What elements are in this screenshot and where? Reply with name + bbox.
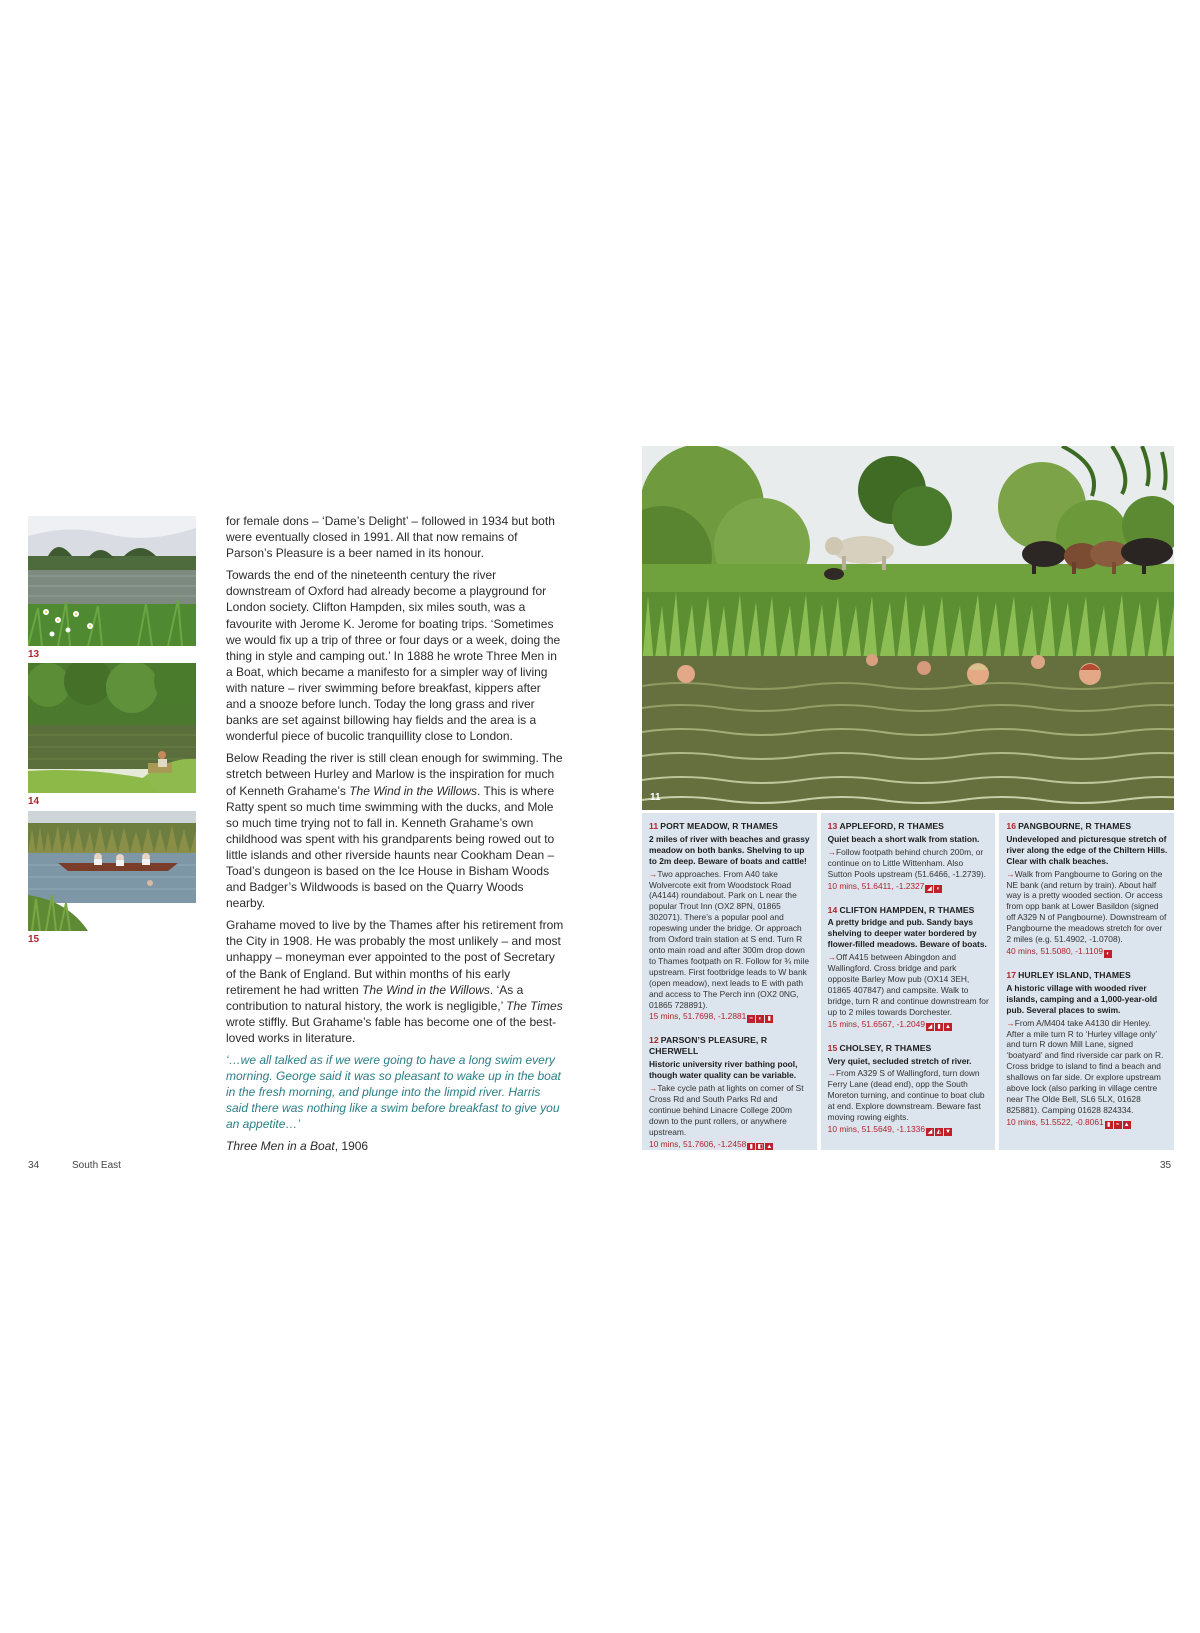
hero-photo-swimmers [642, 446, 1174, 810]
entry-summary: A historic village with wooded river islands, camping and a 1,000-year-old pub. Several places to swim. [1006, 982, 1158, 1015]
entry-number: 11 [649, 821, 659, 831]
page-number-right: 35 [1160, 1160, 1172, 1171]
entry-meta-text: 10 mins, 51.5649, -1.1336 [827, 1123, 925, 1134]
entry-number: 12 [649, 1035, 659, 1046]
entry-directions: → Take cycle path at lights on corner of St Cross Rd and South Parks Rd and continue behind Linacre College 200m down to the punt rollers, or anywhere upstream. [649, 1083, 811, 1138]
entry-walk-and-coords [828, 1124, 990, 1136]
entry-heading [828, 1043, 990, 1054]
listing-column-2 [821, 813, 996, 1150]
facility-icon: ◢ [927, 885, 932, 892]
facility-icon: ◢ [927, 1128, 933, 1135]
text-run: wrote stiffly. But Grahame’s fable has become one of the best-loved works in literature. [226, 1014, 557, 1045]
facility-icon: ≈ [1114, 1121, 1122, 1129]
body-paragraph [226, 917, 564, 1046]
hero-photo-label: 11 [650, 792, 661, 803]
entry-walk-and-coords [828, 881, 990, 893]
thumb-photo-14 [28, 663, 196, 793]
facility-icon: ▲ [766, 1143, 773, 1150]
citation-year: , 1906 [334, 1139, 369, 1153]
thumb-photo-13 [28, 516, 196, 646]
facility-icon: ≈ [747, 1015, 755, 1023]
swim-spot-entry [828, 1043, 990, 1136]
facility-icon: ◐ [1104, 950, 1112, 958]
entry-meta-text: 40 mins, 51.5080, -1.1109 [1006, 945, 1104, 956]
newspaper-title: The Times [506, 998, 563, 1013]
entry-walk-and-coords [1006, 946, 1168, 958]
entry-summary: A pretty bridge and pub. Sandy bays shelving to deeper water bordered by flower-filled meadows. Beware of boats. [827, 917, 987, 950]
entry-number: 15 [827, 1042, 838, 1053]
facility-icon: ▮ [935, 1023, 943, 1031]
entry-title: CLIFTON HAMPDEN, R THAMES [839, 904, 975, 915]
entry-meta-text: 10 mins, 51.7606, -1.2458 [649, 1138, 747, 1149]
thumb-label-13: 13 [28, 649, 40, 660]
body-paragraph: Towards the end of the nineteenth century the river downstream of Oxford had already become a playground for London society. Clifton Hampden, six miles south, was a favourite with Jerome K. Jerome for boating trips. ‘Sometimes we would fix up a trip of three or four days or a week, doing the thing in style and camping out.’ In 1888 he wrote Three Men in a Boat, which became a manifesto for a simpler way of living with nature – river swimming before breakfast, kippers after and a snooze before lunch. Today the long grass and river banks are set against billowing hay fields and the area is a wonderful piece of bucolic tranquillity close to London. [226, 568, 561, 744]
article-body [226, 513, 564, 1160]
listing-column-3 [999, 813, 1174, 1150]
entry-heading [649, 1035, 811, 1057]
thumb-label-15: 15 [28, 934, 40, 945]
entry-title: HURLEY ISLAND, THAMES [1018, 969, 1131, 980]
facility-icon: ▲ [1123, 1121, 1130, 1128]
page-number-left: 34 [28, 1160, 40, 1171]
running-footer-region: South East [72, 1160, 121, 1171]
entry-summary: Undeveloped and picturesque stretch of river along the edge of the Chiltern Hills. Clear with chalk beaches. [1006, 833, 1168, 866]
thumb-label-14: 14 [28, 796, 40, 807]
swim-spot-entry [828, 905, 990, 1031]
facility-icon: ▮ [747, 1143, 755, 1150]
entry-heading [828, 821, 990, 832]
listing-column-1 [642, 813, 817, 1150]
entry-walk-and-coords [828, 1019, 990, 1031]
entry-title: APPLEFORD, R THAMES [839, 821, 944, 831]
entry-meta-text: 10 mins, 51.6411, -1.2327 [827, 880, 925, 891]
entry-heading [649, 821, 811, 832]
entry-walk-and-coords [1006, 1117, 1168, 1129]
facility-icon: ▼ [945, 1128, 951, 1135]
facility-icon: ▲ [945, 1023, 951, 1030]
text-run: . This is where Ratty spent so much time swimming with the ducks, and Mole so much time trying not to fall in. Kenneth Grahame’s own childhood was spent with his grandparents being rowed out to little islands and other riverside haunts near Cookham Dean – Toad’s dungeon is based on the Ice House in Bisham Woods and Badger’s Wildwoods is based on the Quarry Woods nearby. [226, 783, 555, 911]
quote-citation [226, 1138, 564, 1154]
facility-icon: ◧ [757, 1143, 764, 1150]
entry-heading [1006, 970, 1168, 981]
swim-spot-entry [828, 821, 990, 893]
text-run: Below Reading the river is still clean enough for swimming. The stretch between Hurley and Marlow is the inspiration for much of Kenneth Grahame’s [226, 751, 563, 798]
entry-number: 14 [827, 904, 838, 915]
entry-meta-text: 10 mins, 51.5522, -0.8061 [1006, 1116, 1104, 1127]
entry-title: PORT MEADOW, R THAMES [660, 821, 778, 831]
entry-number: 16 [1006, 821, 1017, 831]
entry-title: PANGBOURNE, R THAMES [1018, 821, 1132, 831]
entry-directions: → Two approaches. From A40 take Wolvercote exit from Woodstock Road (A4144) roundabout. Park on L near the popular Trout Inn (OX2 8PN, 01865 302071). There’s a popular pool and ropeswing under the bridge. Or approach from Oxford train station at S end. Turn R onto main road and after 300m drop down to Thames footpath on R. Follow for ¾ mile upstream. First footbridge leads to W bank (open meadow), next leads to E with path and access to The Perch inn (OX2 0NG, 01865 728891). [649, 869, 811, 1011]
entry-meta-text: 15 mins, 51.7698, -1.2881 [649, 1011, 747, 1022]
thumb-photo-15 [28, 811, 196, 931]
swim-spot-entry [1006, 970, 1168, 1129]
entry-heading [1006, 821, 1168, 832]
facility-icon: ◐ [756, 1015, 764, 1023]
pull-quote: ‘…we all talked as if we were going to have a long swim every morning. George said it was so pleasant to wake up in the boat in the fresh morning, and plunge into the limpid river. Harris said there was nothing like a swim before breakfast to give you an appetite…’ [226, 1053, 561, 1131]
entry-meta-text: 15 mins, 51.6567, -1.2049 [827, 1018, 925, 1029]
entry-title: CHOLSEY, R THAMES [839, 1042, 932, 1053]
entry-summary: 2 miles of river with beaches and grassy meadow on both banks. Shelving to up to 2m deep. Beware of boats and cattle! [649, 833, 810, 866]
entry-directions: → Walk from Pangbourne to Goring on the NE bank (and return by train). About half way is a pretty wooded section. Or access from opp bank at Lower Basildon (signed off A329 N of Pangbourne). Downstream of Pangbourne the meadows stretch for over 2 miles (e.g. 51.4902, -1.0708). [1006, 869, 1168, 945]
facility-icon: ◐ [934, 885, 942, 893]
book-title: The Wind in the Willows [349, 783, 478, 798]
entry-summary: Historic university river bathing pool, though water quality can be variable. [649, 1059, 798, 1081]
swim-spots-listing [642, 813, 1174, 1150]
facility-icon: ◢ [927, 1023, 933, 1030]
entry-directions: → Follow footpath behind church 200m, or continue on to Little Wittenham. Also Sutton Pools upstream (51.6466, -1.2739). [828, 847, 990, 880]
entry-heading [828, 905, 990, 916]
book-title: The Wind in the Willows [362, 982, 490, 997]
entry-number: 17 [1006, 969, 1017, 980]
facility-icon: ◭ [936, 1128, 942, 1135]
entry-title: PARSON’S PLEASURE, R CHERWELL [649, 1035, 768, 1057]
entry-directions: → From A/M404 take A4130 dir Henley. After a mile turn R to ‘Hurley village only’ and turn R down Mill Lane, signed ‘boatyard’ and find riverside car park on R. Cross bridge to island to find a beach and shallows on far side. Or explore upstream above lock (also parking in village centre near The Olde Bell, SL6 5LX, 01628 825881). Camping 01628 824334. [1006, 1018, 1168, 1116]
entry-summary: Very quiet, secluded stretch of river. [827, 1055, 972, 1066]
entry-summary: Quiet beach a short walk from station. [827, 833, 980, 844]
entry-number: 13 [827, 821, 838, 831]
facility-icon: ▮ [765, 1015, 773, 1023]
body-paragraph [226, 750, 564, 911]
swim-spot-entry [1006, 821, 1168, 958]
entry-directions: → From A329 S of Wallingford, turn down Ferry Lane (dead end), opp the South Moreton turning, and continue to boat club at end. Explore downstream. Beware fast moving rowing eights. [828, 1068, 990, 1123]
text-run: . ‘As a contribution to natural history, the work is negligible,’ [226, 982, 524, 1013]
entry-directions: → Off A415 between Abingdon and Wallingford. Cross bridge and park opposite Barley Mow pub (OX14 3EH, 01865 407847) and campsite. Walk to bridge, turn R and continue downstream for up to 2 miles towards Dorchester. [828, 952, 990, 1017]
entry-walk-and-coords [649, 1139, 811, 1150]
entry-walk-and-coords [649, 1011, 811, 1023]
swim-spot-entry [649, 1035, 811, 1150]
text-run: Grahame moved to live by the Thames after his retirement from the City in 1908. He was probably the most unlikely – and most unhappy – moneyman ever appointed to the post of Secretary of the Bank of England. But within months of his early retirement he had written [226, 918, 564, 997]
citation-title: Three Men in a Boat [226, 1139, 335, 1153]
facility-icon: ▮ [1105, 1121, 1113, 1129]
swim-spot-entry [649, 821, 811, 1023]
body-paragraph: for female dons – ‘Dame’s Delight’ – followed in 1934 but both were eventually closed in 1991. All that now remains of Parson’s Pleasure is a beer named in its honour. [226, 514, 555, 561]
